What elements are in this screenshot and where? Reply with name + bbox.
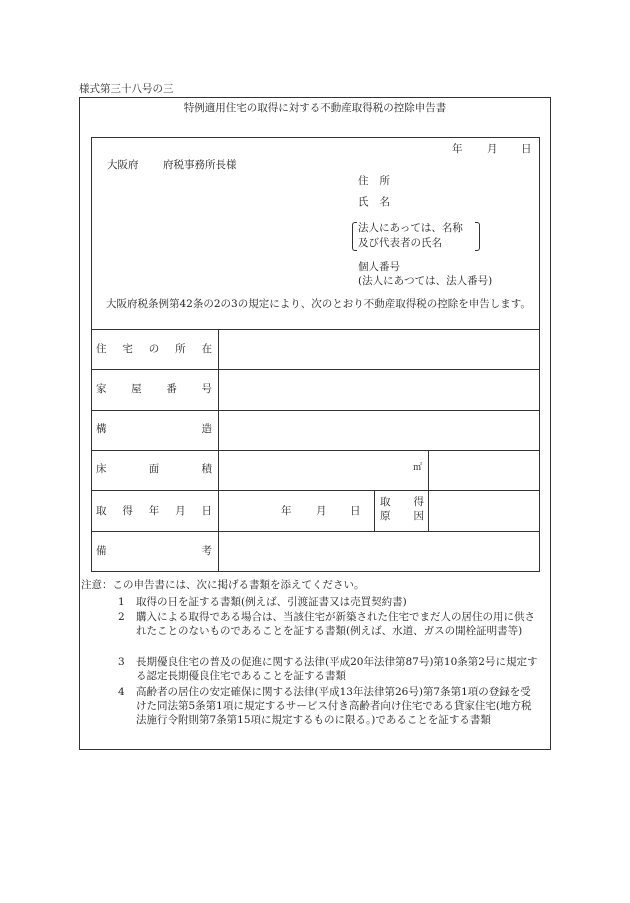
acquisition-day-field[interactable]: 日 xyxy=(350,505,361,517)
table-row-divider xyxy=(91,369,540,370)
floor-area-unit: ㎡ xyxy=(413,463,423,473)
personal-number-label: 個人番号 xyxy=(358,261,400,273)
notes-heading: 注意：この申告書には、次に掲げる書類を添えてください。 xyxy=(81,579,365,591)
note-number: 3 xyxy=(118,656,125,668)
corporate-note-line2: 及び代表者の氏名 xyxy=(358,237,442,249)
note-text: 購入による取得である場合は、当該住宅が新築された住宅でまだ人の居住の用に供されたことのないものであることを証する書類(例えば、水道、ガスの開栓証明書等) xyxy=(136,611,535,638)
date-month-field[interactable]: 月 xyxy=(487,143,498,155)
acquisition-date-label: 取 得 年 月 日 xyxy=(96,505,212,517)
note-text: 高齢者の居住の安定確保に関する法律(平成13年法律第26号)第7条第1項の登録を受けた同法第5条第1項に規定するサービス付き高齢者向け住宅である貸家住宅(地方税法施行令附則第7条第15項に規定するものに限る。)であることを証する書類 xyxy=(136,686,532,727)
house-number-label: 家 屋 番 号 xyxy=(96,383,212,395)
table-top-border xyxy=(91,329,540,330)
corporate-number-note: (法人にあつては、法人番号) xyxy=(358,275,493,287)
form-title: 特例適用住宅の取得に対する不動産取得税の控除申告書 xyxy=(183,102,447,114)
note-text: 取得の日を証する書類(例えば、引渡証書又は売買契約書) xyxy=(136,596,407,608)
table-row-divider xyxy=(91,531,540,532)
floor-area-label: 床 面 積 xyxy=(96,463,212,475)
date-day-field[interactable]: 日 xyxy=(521,143,532,155)
addressee-title[interactable]: 府税事務所長様 xyxy=(163,159,237,171)
note-number: 4 xyxy=(118,686,125,698)
table-cause-label-divider xyxy=(374,490,375,531)
note-number: 1 xyxy=(118,596,125,608)
applicant-name-label: 氏名 xyxy=(358,196,401,208)
note-item xyxy=(106,685,538,728)
table-cause-divider xyxy=(428,450,429,531)
table-row-divider xyxy=(91,450,540,451)
remarks-label: 備 考 xyxy=(96,545,212,557)
corporate-note-line1: 法人にあっては、名称 xyxy=(358,222,463,234)
applicant-address-label: 住所 xyxy=(358,175,401,187)
declaration-text: 大阪府税条例第42条の2の3の規定により、次のとおり不動産取得税の控除を申告します。 xyxy=(106,298,531,310)
acquisition-month-field[interactable]: 月 xyxy=(316,505,327,517)
structure-label: 構 造 xyxy=(96,423,212,435)
note-item xyxy=(106,610,538,638)
table-row-divider xyxy=(91,410,540,411)
table-row-divider xyxy=(91,490,540,491)
note-item xyxy=(106,655,538,683)
acquisition-cause-label: 取 得 原 因 xyxy=(380,496,424,522)
form-number: 様式第三十八号の三 xyxy=(79,83,174,95)
note-item xyxy=(106,595,538,609)
house-location-label: 住 宅 の 所 在 xyxy=(96,343,212,355)
acquisition-year-field[interactable]: 年 xyxy=(281,505,292,517)
note-text: 長期優良住宅の普及の促進に関する法律(平成20年法律第87号)第10条第2号に規定する認定長期優良住宅であることを証する書類 xyxy=(136,656,538,683)
table-label-divider xyxy=(218,329,219,572)
addressee-office: 大阪府 xyxy=(107,159,139,171)
note-number: 2 xyxy=(118,611,125,623)
date-year-field[interactable]: 年 xyxy=(452,143,463,155)
